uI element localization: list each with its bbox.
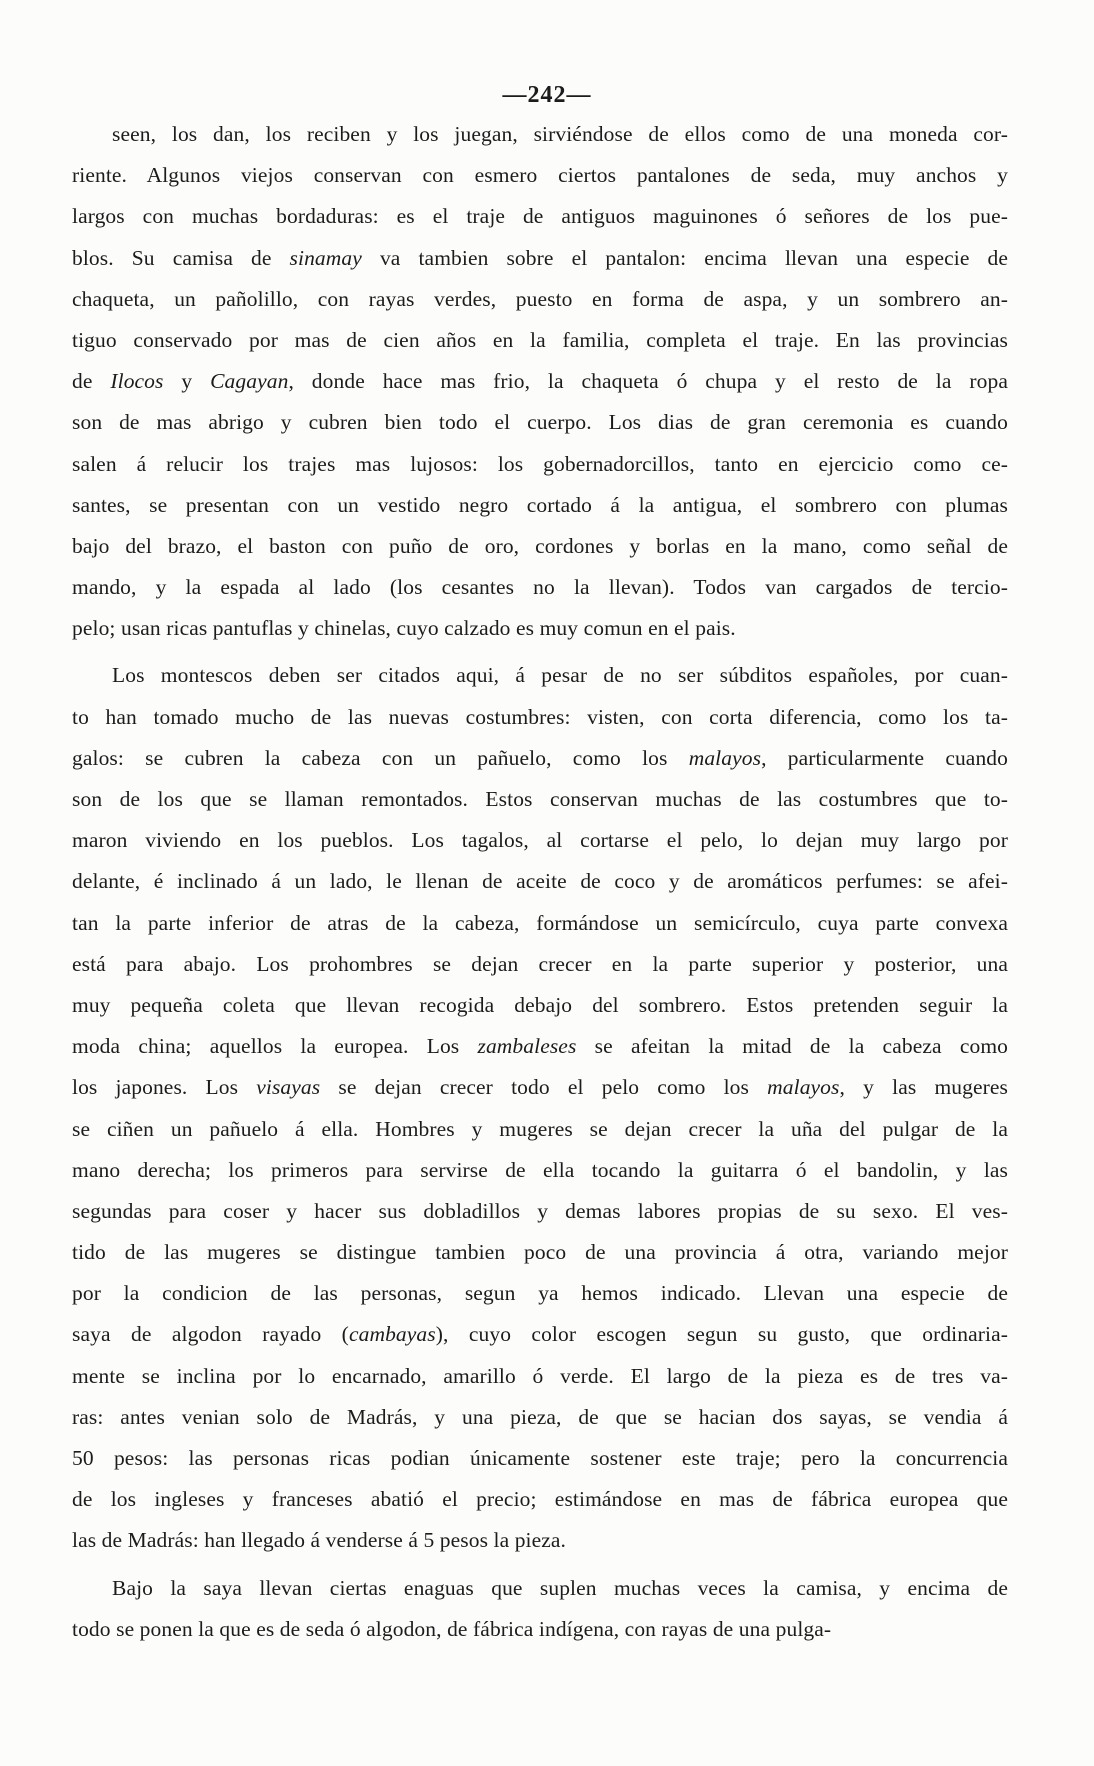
text-line: maron viviendo en los pueblos. Los tagalos, al cortarse el pelo, lo dejan muy largo por xyxy=(72,828,1008,853)
text-line: delante, é inclinado á un lado, le llenan de aceite de coco y de aromáticos perfumes: se afei- xyxy=(72,869,1008,894)
italic-term: visayas xyxy=(256,1075,321,1100)
text-line: pelo; usan ricas pantuflas y chinelas, cuyo calzado es muy comun en el pais. xyxy=(72,616,736,641)
text-line: Bajo la saya llevan ciertas enaguas que suplen muchas veces la camisa, y encima de xyxy=(112,1575,1008,1600)
text-line: tan la parte inferior de atras de la cabeza, formándose un semicírculo, cuya parte convexa xyxy=(72,910,1008,935)
text-line: de Ilocos y Cagayan, donde hace mas frio, la chaqueta ó chupa y el resto de la ropa xyxy=(72,369,1008,394)
italic-term: malayos xyxy=(688,745,762,770)
italic-term: cambayas xyxy=(348,1322,436,1347)
text-line: segundas para coser y hacer sus dobladillos y demas labores propias de su sexo. El ves- xyxy=(72,1198,1008,1223)
italic-term: zambaleses xyxy=(477,1034,577,1059)
text-line: los japones. Los visayas se dejan crecer todo el pelo como los malayos, y las mugeres xyxy=(72,1075,1008,1100)
text-line: muy pequeña coleta que llevan recogida debajo del sombrero. Estos pretenden seguir la xyxy=(72,992,1008,1017)
text-line: chaqueta, un pañolillo, con rayas verdes, puesto en forma de aspa, y un sombrero an- xyxy=(72,286,1008,311)
text-line: santes, se presentan con un vestido negro cortado á la antigua, el sombrero con plumas xyxy=(72,492,1008,517)
italic-term: Ilocos xyxy=(110,369,164,394)
italic-term: Cagayan xyxy=(210,369,289,394)
italic-term: malayos xyxy=(767,1075,840,1100)
text-line: saya de algodon rayado (cambayas), cuyo color escogen segun su gusto, que ordinaria- xyxy=(72,1322,1008,1347)
text-line: ras: antes venian solo de Madrás, y una pieza, de que se hacian dos sayas, se vendia á xyxy=(72,1404,1008,1429)
text-line: son de los que se llaman remontados. Estos conservan muchas de las costumbres que to- xyxy=(72,787,1008,811)
text-line: tido de las mugeres se distingue tambien poco de una provincia á otra, variando mejor xyxy=(72,1240,1008,1265)
page-number: —242— xyxy=(502,82,592,108)
text-line: bajo del brazo, el baston con puño de oro, cordones y borlas en la mano, como señal de xyxy=(72,533,1008,558)
text-line: galos: se cubren la cabeza con un pañuelo, como los malayos, particularmente cuando xyxy=(72,745,1008,770)
text-line: son de mas abrigo y cubren bien todo el cuerpo. Los dias de gran ceremonia es cuando xyxy=(72,410,1008,435)
text-line: 50 pesos: las personas ricas podian únicamente sostener este traje; pero la concurrencia xyxy=(72,1446,1008,1470)
text-line: Los montescos deben ser citados aqui, á pesar de no ser súbditos españoles, por cuan- xyxy=(112,663,1008,688)
text-line: moda china; aquellos la europea. Los zambaleses se afeitan la mitad de la cabeza como xyxy=(72,1034,1008,1059)
text-line: se ciñen un pañuelo á ella. Hombres y mugeres se dejan crecer la uña del pulgar de la xyxy=(72,1116,1008,1141)
text-line: salen á relucir los trajes mas lujosos: los gobernadorcillos, tanto en ejercicio como ce- xyxy=(72,451,1008,476)
italic-term: sinamay xyxy=(289,245,362,270)
text-line: seen, los dan, los reciben y los juegan, sirviéndose de ellos como de una moneda cor- xyxy=(112,122,1008,146)
text-line: mano derecha; los primeros para servirse de ella tocando la guitarra ó el bandolin, y las xyxy=(72,1157,1008,1182)
text-line: riente. Algunos viejos conservan con esmero ciertos pantalones de seda, muy anchos y xyxy=(72,163,1008,188)
text-line: mando, y la espada al lado (los cesantes no la llevan). Todos van cargados de tercio- xyxy=(72,575,1008,600)
body-text xyxy=(72,114,1008,1650)
text-line: tiguo conservado por mas de cien años en la familia, completa el traje. En las provincias xyxy=(72,327,1008,352)
text-line: to han tomado mucho de las nuevas costumbres: visten, con corta diferencia, como los ta- xyxy=(72,704,1008,729)
text-line: blos. Su camisa de sinamay va tambien sobre el pantalon: encima llevan una especie de xyxy=(72,245,1008,270)
text-line: de los ingleses y franceses abatió el precio; estimándose en mas de fábrica europea que xyxy=(72,1487,1008,1512)
text-line: todo se ponen la que es de seda ó algodon, de fábrica indígena, con rayas de una pulga- xyxy=(72,1616,832,1641)
text-line: largos con muchas bordaduras: es el traje de antiguos maguinones ó señores de los pue- xyxy=(72,204,1008,229)
text-line: está para abajo. Los prohombres se dejan crecer en la parte superior y posterior, una xyxy=(72,951,1008,976)
text-line: mente se inclina por lo encarnado, amarillo ó verde. El largo de la pieza es de tres va- xyxy=(72,1363,1008,1388)
text-line: por la condicion de las personas, segun ya hemos indicado. Llevan una especie de xyxy=(72,1281,1008,1306)
text-line: las de Madrás: han llegado á venderse á 5 pesos la pieza. xyxy=(72,1528,567,1553)
